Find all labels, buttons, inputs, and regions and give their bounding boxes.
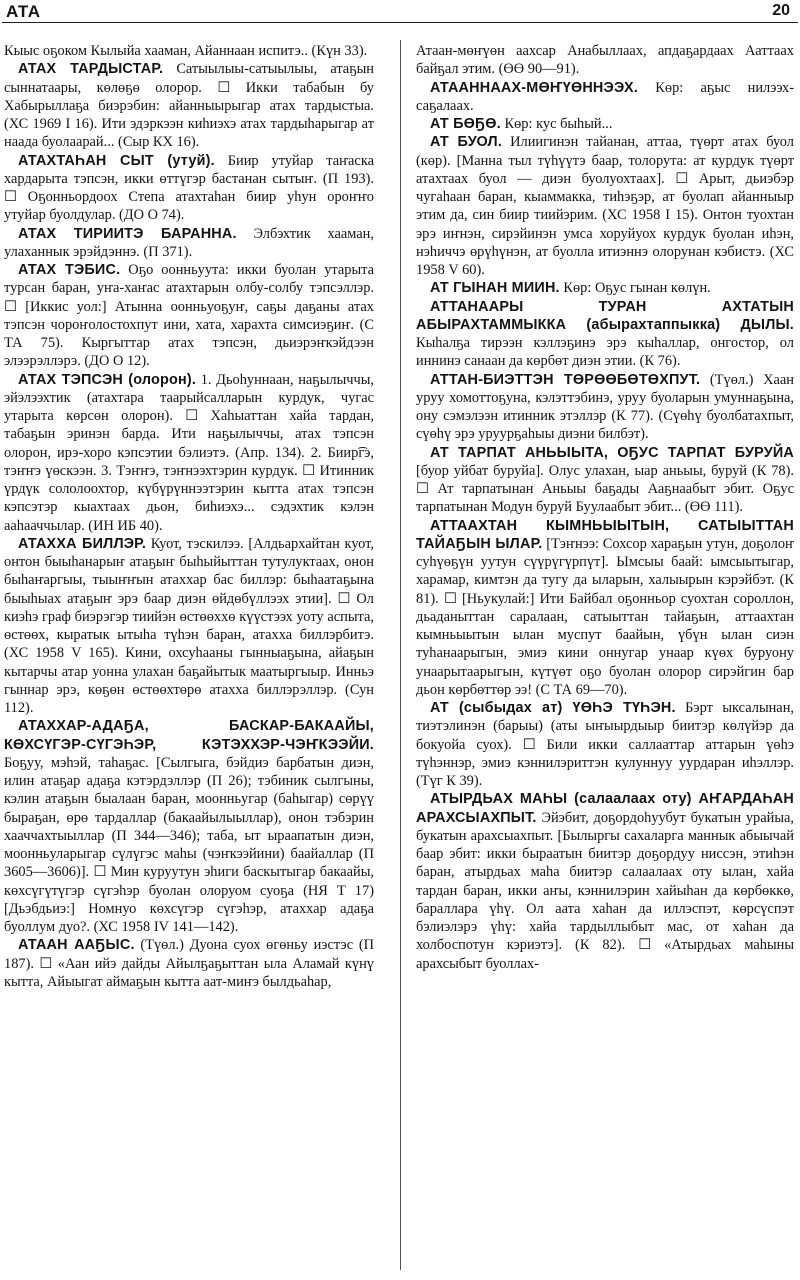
entry-text: [буор уйбат буруйа]. Олус улахан, ыар аньыы, буруй (К 78). ☐ Ат тарпатынан Аньыы баҕады Ааҕнаабыт эбит. Оҕус тарпатынан Модун буруй Буулаабыт эбит... (ӨӨ 111). xyxy=(416,462,794,516)
entry-headword: АТ ТАРПАТ АНЬЫЫТА, ОҔУС ТАРПАТ БУРУЙА xyxy=(430,444,794,461)
dictionary-entry xyxy=(416,371,794,444)
dictionary-entry xyxy=(4,717,374,936)
dictionary-entry xyxy=(416,42,794,79)
left-column xyxy=(4,42,374,1272)
entry-text: Сатыылыы-сатыылыы, атаҕын сыннатаары, көлөҕө олорор. ☐ Икки табабын бу Хабырыллаҕа биэрэбин: айанныырыгар атах тардыстыа. (ХС 1969 I 16). Ити эдэркээн киһиэхэ атах тардыһарыгар ат наада буолаарай... (Сыр КХ 16). xyxy=(4,61,374,151)
entry-text: Бэрт ыксалынан, тиэтэлинэн (барыы) (аты ыҥыырдыыр биитэр көлүйэр да бокуойа суох). ☐ Били икки саллааттар аттарын үөһэ түһэннэр, эмиэ кэннилэриттэн кулуннуу уурдаран иһэллэр. (Түг К 39). xyxy=(416,700,794,789)
page-header xyxy=(0,0,800,22)
dictionary-entry xyxy=(416,444,794,517)
entry-headword: АТААН ААҔЫС. xyxy=(18,937,135,954)
dictionary-entry xyxy=(4,152,374,225)
entry-text: Кыһалҕа тирээн кэллэҕинэ эрэ кыһаллар, онгостор, ол иннинэ санаан да көрбөт диэн этии. (К 76). xyxy=(416,335,794,370)
entry-headword: АТ БӨҔӨ. xyxy=(430,116,501,132)
entry-text: (Түөл.) Дуона суох өгөньу иэстэс (П 187). ☐ «Аан ийэ дайды Айылҕаҕыттан ыла Аламай күнү кытта, Айыыгат аймаҕын кытта аат-миҥэ былдьаһар, xyxy=(4,937,374,990)
entry-text: Көр: аҕыс нилээх-саҕалаах. xyxy=(416,79,794,114)
entry-headword: АТТАНААРЫ ТУРАН АХТАТЫН АБЫРАХТАММЫККА (абырахтаппыкка) ДЫЛЫ. xyxy=(416,298,794,333)
dictionary-entry xyxy=(416,79,794,116)
entry-headword: АТ (сыбыдах ат) ҮӨҺЭ ТҮҺЭН. xyxy=(430,700,676,716)
dictionary-entry xyxy=(4,42,374,60)
entry-text: 1. Дьоһуннаан, наҕылыччы, эйэлээхтик (атахтара таарыйсалларын курдук, чугас утарыта көрсөн олорон). ☐ Хаһыаттан хайа тардан, табаҕын эринэн барда. Ити наҕылыччы, атах тэпсэн олорон, ирэ-хоро кэпсэтии бэлиэтэ. (Апр. 134). 2. Биир͡гэ, тэҥҥэ үөскээн. 3. Тэҥҥэ, тэҥнээхтэрин курдук. ☐ Итинник үрдүк сололоохтор, күбүрүннээтэрин кытта атах тэпсэн кэпсэтэр кыахтаах дьон, биһиэхэ... сэдэхтик кэлэн ааһааччылар. (ИН ИБ 40). xyxy=(4,371,374,534)
page-number: 20 xyxy=(772,2,790,19)
entry-text: Кыыс оҕоком Кылыйа хааман, Айаннаан испитэ.. (Күн 33). xyxy=(4,43,368,59)
entry-text: Илиигинэн тайанан, аттаа, түөрт атах буол (көр). [Манна тыл түһүүтэ баар, толорута: ат курдук түөрт атахтаах буол — диэн буолуохтаах]. ☐ Арыт, дьиэбэр чугаһаан баран, кыаммакка, тиһэҕэр, ат буолап айанныыр этим да, син биир тиийэрим. (ХС 1958 I 15). Онтон туохтан эрэ иҥнэн, сирэйинэн умса хоруйуох курдук буолан иһэн, нэһиччэ өрүһүнэн, ат буолла итиэннэ олорунан кэбистэ. (ХС 1958 V 60). xyxy=(416,134,794,278)
dictionary-entry xyxy=(416,699,794,790)
column-divider xyxy=(400,40,401,1270)
dictionary-entry xyxy=(416,279,794,297)
entry-text: Оҕо оонньуута: икки буолан утарыта турсан баран, уҥа-хаҥас атахтарын олбу-солбу тэпсэллэр. ☐ [Иккис уол:] Атынна оонньуоҕуҥ, саҕы даҕаны атах тэпсэн чороҥолостохпут ини, хата, харахта симсиэҕиҥ. (С ТА 75). Кыргыттар атах тэпсэн, дьиэрэҥкэйдээн элээрэллэрэ. (ДО О 12). xyxy=(4,262,374,370)
dictionary-entry xyxy=(4,261,374,371)
entry-text: Эйэбит, доҕордоһуубут букатын урайыа, букатын арахсыахпыт. [Былыргы сахаларга маннык абыычай баар эбит: икки быраатын биитэр доҕордуу ниссэн, этиһэн баран, атырдьах маһа биитэр салаалаах оту ылан, хайа тардан баран, икки аҥы, кэннилэрин хайыһан да көрбөккө, бараллара үһү. Ол аата хаһан да иллэспэт, көрсүспэт бэлиэлэрэ үһү: хайа тардыллыбыт мас, от хаһан да холбоспотун кэриэтэ]. (К 82). ☐ «Атырдьах маһыны арахсыбыт буоллах- xyxy=(416,809,794,972)
entry-text: Биир утуйар таҥаска хардарыта тэпсэн, икки өттүгэр бастанан сытыҥ. (П 193). ☐ Оҕонньордоох Степа атахтаһан биир уһун ороҥҥо утуйар буолдулар. (ДО О 74). xyxy=(4,152,374,224)
entry-headword: АТАХ ТИРИИТЭ БАРАННА. xyxy=(18,225,237,242)
right-column xyxy=(416,42,794,1272)
dictionary-entry xyxy=(416,115,794,133)
entry-text: (Түөл.) Хаан уруу хомоттоҕуна, кэлэттэбинэ, уруу буоларын умуннаҕына, ону сэмэлээн итинник этэллэр (К 77). (Сүөһү буолбатахпыт, сүөһү эрэ уруурҕаһыы диэни билбэт). xyxy=(416,371,794,443)
entry-headword: АТАХХА БИЛЛЭР. xyxy=(18,535,147,552)
entry-text: Атаан-мөҥүөн аахсар Анабыллаах, апдаҕардаах Ааттаах байҕал этим. (ӨӨ 90—91). xyxy=(416,43,794,78)
entry-headword: АТАХ ТАРДЫСТАР. xyxy=(18,61,164,78)
entry-headword: АТАХ ТЭБИС. xyxy=(18,262,121,278)
entry-text: Элбэхтик хааман, улаханнык эрэйдэннэ. (П 371). xyxy=(4,225,374,260)
dictionary-entry xyxy=(4,225,374,262)
dictionary-entry xyxy=(4,371,374,535)
entry-headword: АТТАН-БИЭТТЭН ТӨРӨӨБӨТӨХПУТ. xyxy=(430,371,701,388)
entry-headword: АТ ГЫНАН МИИН. xyxy=(430,280,560,297)
dictionary-entry xyxy=(416,298,794,371)
entry-headword: АТАХХАР-АДАҔА, БАСКАР-БАКААЙЫ, КӨХСҮГЭР-СҮГЭҺЭР, КЭТЭХХЭР-ЧЭҤКЭЭЙИ. xyxy=(4,718,374,753)
entry-text: Боҕуу, мэһэй, таһаҕас. [Сылгыга, бэйдиэ барбатын диэн, илин атаҕар адаҕа кэтэрдэллэр (П 26); тэбиник сылгыны, кэлин атаҕын быалаан баран, моонньугар (баһыгар) сөрүү быраҕан, өрө тардаллар (бакаайылыыллар), онон тэбэрин хааччахтыыллар (П 344—346); таба, ыт ыраапатын диэн, моонньуларыгар сүлүгэс маһы (чэҥкээйини) баайаллар (П 3605—3606)]. ☐ Мин куруутун эһиги баскытыгар бакаайы, көхсүгүтүгэр сүгэһэр буолан олоруом суоҕа (НЯ Т 17) [Дьэбдьиэ:] Номнуо көхсүгэр сүгэһэр, атаххар адаҕа буоллум дуо?. (ХС 1958 IV 141—142). xyxy=(4,754,374,935)
entry-headword: АТААННААХ-МӨҤҮӨННЭЭХ. xyxy=(430,79,639,96)
entry-headword: АТАХ ТЭПСЭН (олорон). xyxy=(18,371,197,388)
entry-text: Көр: Оҕус гынан көлүн. xyxy=(563,280,711,297)
dictionary-entry xyxy=(416,133,794,279)
entry-text: [Тэҥнээ: Сохсор хараҕын утун, доҕолоҥ суһүөҕүн уутун сүүрүгүрпүт]. Ымсыы баай: ымсыытыгар, харамар, кимтэн да тугу да ыларын, халыырын кэрэйбэт. (К 81). ☐ [Ньукулай:] Ити Байбал оҕонньор суохтан сороллон, дьаданыттан саралаан, сатыыттан тайаҕын, аттаахтан кымньыытын ылан муспут баайын, үбүн ылан сиэн туһанаарыгын, эмиэ кини оннугар унаар күөх буруону унаарытаарыгын, күтүөт оҕо буолан олорор сирэйгин бар дьон көрбөттөр ээ! (С ТА 69—70). xyxy=(416,535,794,698)
entry-headword: АТЫРДЬАХ МАҺЫ (салаалаах оту) АҤАРДАҺАН АРАХСЫАХПЫТ. xyxy=(416,791,794,826)
dictionary-entry xyxy=(416,790,794,973)
dictionary-entry xyxy=(4,535,374,718)
dictionary-entry xyxy=(416,517,794,700)
dictionary-entry xyxy=(4,936,374,991)
entry-headword: АТТААХТАН КЫМНЬЫЫТЫН, САТЫЫТТАН ТАЙАҔЫН ЫЛАР. xyxy=(416,517,794,552)
entry-headword: АТ БУОЛ. xyxy=(430,134,503,151)
running-head: АТА xyxy=(6,2,41,21)
entry-text: Көр: кус быһый... xyxy=(504,116,613,132)
entry-headword: АТАХТАҺАН СЫТ (утуй). xyxy=(18,152,215,169)
header-rule xyxy=(2,22,798,23)
dictionary-entry xyxy=(4,60,374,151)
entry-text: Куот, тэскилээ. [Алдьархайтан куот, онтон быыһанарыҥ атаҕыҥ быһыйыттан тутулуктаах, онон быһаҥаргыы, тыыҥҥын атаххар бас биллэр: быһаатаҕына быыһыах атаҕыҥ эрэ баар диэн өйдөбүллээх этии]. ☐ Ол киэһэ граф биэрэгэр тиийэн өстөөххө күүстээх уоту аспыта, өстөөх, кыратык ытыһа түһэн баран, атахха биллэрбитэ. (ХС 1958 V 165). Кини, охсуһааны гынныаҕына, айаҕын кытарчы атар уонна улахан баҕайытык маатыргыыр. Инньэ гыннар эрэ, көҕөн өстөөхтөрө атахха биллэрэллэр. (Сун 112). xyxy=(4,535,374,716)
